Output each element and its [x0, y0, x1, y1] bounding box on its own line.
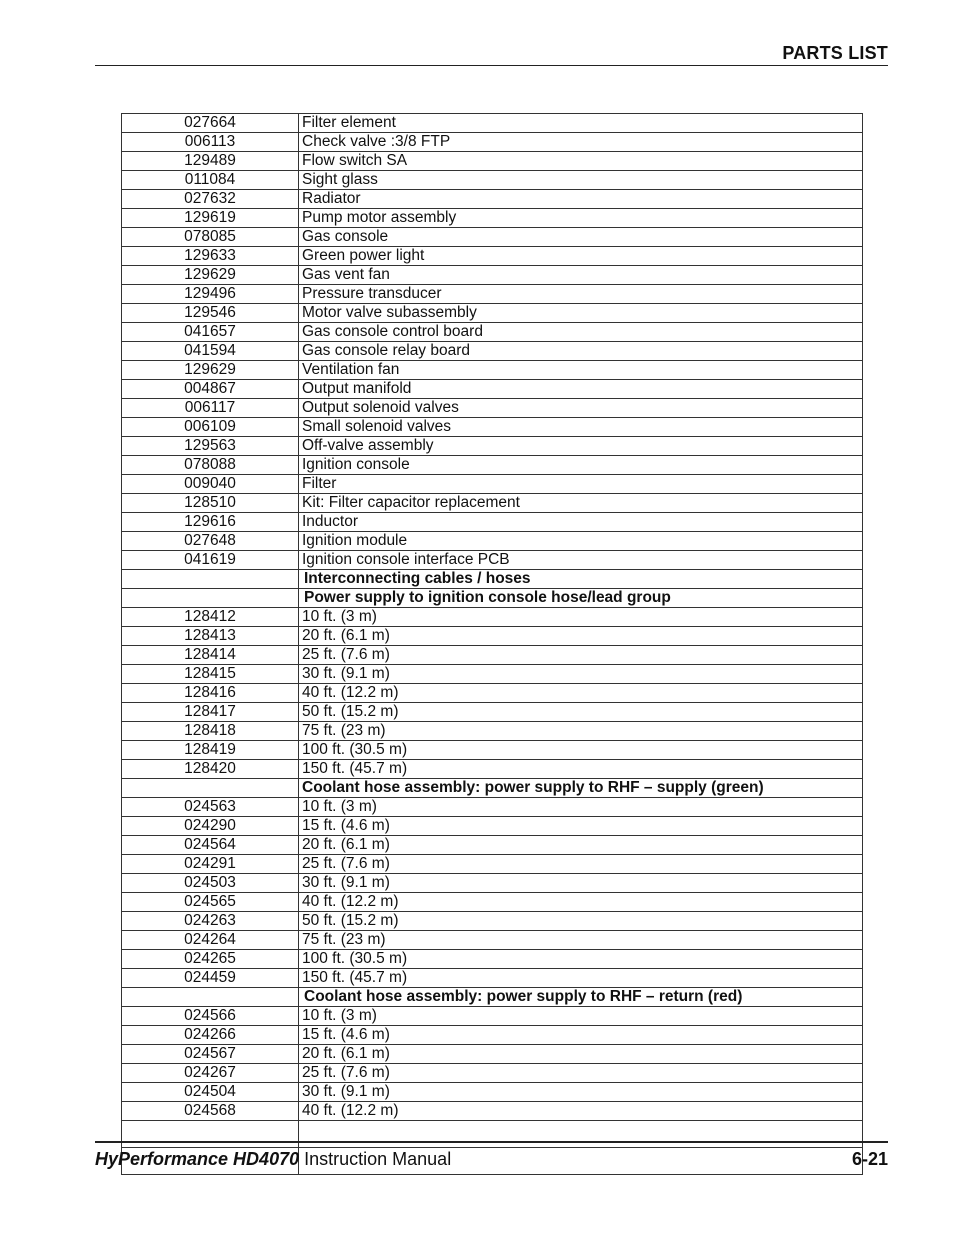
description-cell: Interconnecting cables / hoses	[299, 570, 863, 589]
description-cell	[299, 1121, 863, 1148]
table-row	[122, 361, 863, 380]
section-title: PARTS LIST	[782, 43, 888, 63]
part-number-cell: 024265	[122, 950, 299, 969]
description-cell: Filter element	[299, 114, 863, 133]
table-row	[122, 874, 863, 893]
table-row	[122, 551, 863, 570]
part-number-cell: 006113	[122, 133, 299, 152]
table-row	[122, 152, 863, 171]
table-row	[122, 475, 863, 494]
part-number-cell	[122, 779, 299, 798]
footer-divider	[95, 1141, 888, 1143]
part-number-cell: 024563	[122, 798, 299, 817]
part-number-cell: 129616	[122, 513, 299, 532]
part-number-cell: 027632	[122, 190, 299, 209]
description-cell: Pressure transducer	[299, 285, 863, 304]
description-cell: Motor valve subassembly	[299, 304, 863, 323]
table-row-heading	[122, 779, 863, 798]
part-number-cell: 078088	[122, 456, 299, 475]
part-number-cell: 129546	[122, 304, 299, 323]
table-row	[122, 209, 863, 228]
table-row	[122, 380, 863, 399]
description-cell: 75 ft. (23 m)	[299, 722, 863, 741]
description-cell: 25 ft. (7.6 m)	[299, 646, 863, 665]
table-row	[122, 836, 863, 855]
table-row-heading	[122, 988, 863, 1007]
footer-brand: HyPerformance HD4070	[95, 1149, 300, 1169]
part-number-cell: 027648	[122, 532, 299, 551]
table-row	[122, 684, 863, 703]
table-row	[122, 608, 863, 627]
description-cell: 10 ft. (3 m)	[299, 798, 863, 817]
part-number-cell: 129629	[122, 361, 299, 380]
part-number-cell: 011084	[122, 171, 299, 190]
table-row	[122, 1064, 863, 1083]
table-row	[122, 722, 863, 741]
footer-manual-label: Instruction Manual	[299, 1149, 452, 1169]
table-row	[122, 760, 863, 779]
header-divider	[95, 65, 888, 66]
part-number-cell: 024267	[122, 1064, 299, 1083]
table-row	[122, 114, 863, 133]
description-cell: Flow switch SA	[299, 152, 863, 171]
part-number-cell: 024459	[122, 969, 299, 988]
part-number-cell: 024503	[122, 874, 299, 893]
description-cell: 100 ft. (30.5 m)	[299, 950, 863, 969]
footer-manual-title	[95, 1149, 451, 1170]
description-cell: 25 ft. (7.6 m)	[299, 855, 863, 874]
table-row	[122, 893, 863, 912]
description-cell: Pump motor assembly	[299, 209, 863, 228]
part-number-cell: 128415	[122, 665, 299, 684]
table-row	[122, 912, 863, 931]
part-number-cell: 024568	[122, 1102, 299, 1121]
part-number-cell: 128416	[122, 684, 299, 703]
table-row	[122, 399, 863, 418]
part-number-cell	[122, 570, 299, 589]
table-row	[122, 1007, 863, 1026]
description-cell: Gas console	[299, 228, 863, 247]
part-number-cell: 129629	[122, 266, 299, 285]
part-number-cell: 004867	[122, 380, 299, 399]
part-number-cell: 129633	[122, 247, 299, 266]
part-number-cell: 078085	[122, 228, 299, 247]
table-row	[122, 342, 863, 361]
table-row	[122, 494, 863, 513]
table-row	[122, 323, 863, 342]
description-cell: 20 ft. (6.1 m)	[299, 836, 863, 855]
part-number-cell: 128413	[122, 627, 299, 646]
table-row	[122, 665, 863, 684]
description-cell: 30 ft. (9.1 m)	[299, 665, 863, 684]
description-cell: 40 ft. (12.2 m)	[299, 684, 863, 703]
table-row	[122, 950, 863, 969]
table-row	[122, 304, 863, 323]
description-cell: 50 ft. (15.2 m)	[299, 912, 863, 931]
table-row	[122, 741, 863, 760]
table-row	[122, 418, 863, 437]
description-cell: 150 ft. (45.7 m)	[299, 969, 863, 988]
description-cell: Small solenoid valves	[299, 418, 863, 437]
part-number-cell	[122, 589, 299, 608]
part-number-cell: 128420	[122, 760, 299, 779]
part-number-cell: 041619	[122, 551, 299, 570]
part-number-cell: 024566	[122, 1007, 299, 1026]
table-row	[122, 1026, 863, 1045]
table-row	[122, 190, 863, 209]
table-row-blank	[122, 1121, 863, 1148]
part-number-cell	[122, 1121, 299, 1148]
description-cell: Coolant hose assembly: power supply to RHF – return (red)	[299, 988, 863, 1007]
description-cell: Green power light	[299, 247, 863, 266]
table-row	[122, 855, 863, 874]
table-row	[122, 228, 863, 247]
table-row	[122, 133, 863, 152]
table-row	[122, 1045, 863, 1064]
page-number: 6-21	[851, 1149, 888, 1169]
description-cell: Ignition console	[299, 456, 863, 475]
part-number-cell: 128412	[122, 608, 299, 627]
description-cell: 50 ft. (15.2 m)	[299, 703, 863, 722]
table-row	[122, 703, 863, 722]
part-number-cell	[122, 988, 299, 1007]
part-number-cell: 041657	[122, 323, 299, 342]
description-cell: Gas console control board	[299, 323, 863, 342]
part-number-cell: 024564	[122, 836, 299, 855]
part-number-cell: 024504	[122, 1083, 299, 1102]
table-row	[122, 798, 863, 817]
description-cell: 15 ft. (4.6 m)	[299, 1026, 863, 1045]
table-row	[122, 627, 863, 646]
table-row-heading	[122, 589, 863, 608]
table-row	[122, 437, 863, 456]
description-cell: 20 ft. (6.1 m)	[299, 627, 863, 646]
table-row	[122, 817, 863, 836]
table-row	[122, 931, 863, 950]
description-cell: 40 ft. (12.2 m)	[299, 893, 863, 912]
table-row	[122, 532, 863, 551]
part-number-cell: 024263	[122, 912, 299, 931]
description-cell: Inductor	[299, 513, 863, 532]
parts-table	[121, 113, 863, 1175]
part-number-cell: 024565	[122, 893, 299, 912]
part-number-cell: 006117	[122, 399, 299, 418]
description-cell: Radiator	[299, 190, 863, 209]
description-cell: 75 ft. (23 m)	[299, 931, 863, 950]
part-number-cell: 128510	[122, 494, 299, 513]
description-cell: Ignition console interface PCB	[299, 551, 863, 570]
part-number-cell: 129563	[122, 437, 299, 456]
description-cell: 15 ft. (4.6 m)	[299, 817, 863, 836]
part-number-cell: 128414	[122, 646, 299, 665]
description-cell: Ventilation fan	[299, 361, 863, 380]
part-number-cell: 041594	[122, 342, 299, 361]
part-number-cell: 024266	[122, 1026, 299, 1045]
description-cell: 30 ft. (9.1 m)	[299, 1083, 863, 1102]
table-row-heading	[122, 570, 863, 589]
part-number-cell: 027664	[122, 114, 299, 133]
part-number-cell: 129489	[122, 152, 299, 171]
description-cell: Filter	[299, 475, 863, 494]
part-number-cell: 006109	[122, 418, 299, 437]
table-row	[122, 285, 863, 304]
part-number-cell: 128419	[122, 741, 299, 760]
description-cell: 10 ft. (3 m)	[299, 1007, 863, 1026]
part-number-cell: 024264	[122, 931, 299, 950]
part-number-cell: 024291	[122, 855, 299, 874]
description-cell: Power supply to ignition console hose/lead group	[299, 589, 863, 608]
description-cell: Kit: Filter capacitor replacement	[299, 494, 863, 513]
description-cell: 10 ft. (3 m)	[299, 608, 863, 627]
table-row	[122, 171, 863, 190]
part-number-cell: 129496	[122, 285, 299, 304]
description-cell: Coolant hose assembly: power supply to RHF – supply (green)	[299, 779, 863, 798]
table-row	[122, 513, 863, 532]
description-cell: 20 ft. (6.1 m)	[299, 1045, 863, 1064]
description-cell: Off-valve assembly	[299, 437, 863, 456]
table-row	[122, 969, 863, 988]
description-cell: Output manifold	[299, 380, 863, 399]
description-cell: Check valve :3/8 FTP	[299, 133, 863, 152]
part-number-cell: 009040	[122, 475, 299, 494]
part-number-cell: 128417	[122, 703, 299, 722]
part-number-cell: 024567	[122, 1045, 299, 1064]
description-cell: 150 ft. (45.7 m)	[299, 760, 863, 779]
table-row	[122, 646, 863, 665]
description-cell: Output solenoid valves	[299, 399, 863, 418]
table-row	[122, 247, 863, 266]
parts-table-body	[122, 114, 863, 1175]
table-row	[122, 1083, 863, 1102]
description-cell: 25 ft. (7.6 m)	[299, 1064, 863, 1083]
table-row	[122, 266, 863, 285]
table-row	[122, 1102, 863, 1121]
description-cell: Gas vent fan	[299, 266, 863, 285]
description-cell: Ignition module	[299, 532, 863, 551]
part-number-cell: 128418	[122, 722, 299, 741]
description-cell: 40 ft. (12.2 m)	[299, 1102, 863, 1121]
table-row	[122, 456, 863, 475]
part-number-cell: 129619	[122, 209, 299, 228]
part-number-cell: 024290	[122, 817, 299, 836]
description-cell: Sight glass	[299, 171, 863, 190]
description-cell: 100 ft. (30.5 m)	[299, 741, 863, 760]
description-cell: Gas console relay board	[299, 342, 863, 361]
description-cell: 30 ft. (9.1 m)	[299, 874, 863, 893]
